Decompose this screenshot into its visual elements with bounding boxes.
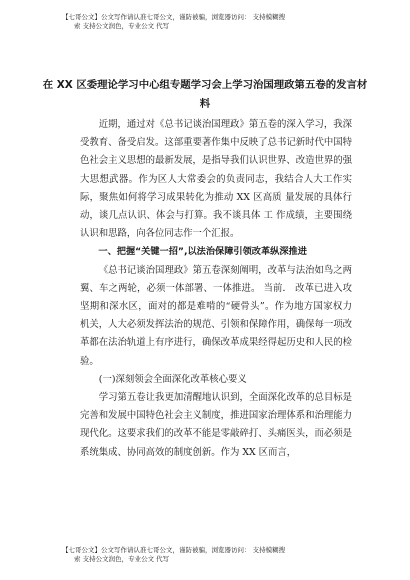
page-header-watermark <box>62 13 390 31</box>
document-body <box>80 116 352 462</box>
paragraph-section-1: 《总书记谈治国理政》第五卷深刻阐明，改革与法治如鸟之两翼、车之两轮，必须一体部署、一体推进。 当前． 改革已进入攻坚期和深水区，面对的都是难啃的“硬骨头”。作为地方国家权力机关，人大必须发挥法治的规范、引领和保障作用，确保每一项改革都在法治轨道上有序进行，确保改革成果经得起历史和人民的检验。 <box>80 264 352 367</box>
paragraph-subsection-1: 学习第五卷让我更加清醒地认识到，全面深化改革的总目标是完善和发展中国特色社会主义制度，推进国家治理体系和治理能力现代化。这要求我们的改革不能是零敲碎打、头痛医头，而必须是系统集成、协同高效的制度创新。作为 XX 区而言， <box>80 392 352 458</box>
footer-line-1: 【七哥公文】公文写作请认准七哥公文，谨防被骗，浏览器访问： 支持模糊搜 <box>62 546 286 554</box>
footer-line-2: 索 支持公文润色，专业公文 代写 <box>74 555 170 563</box>
document-title: 在 XX 区委理论学习中心组专题学习会上学习治国理政第五卷的发言材料 <box>42 79 368 110</box>
header-line-2: 索 支持公文润色，专业公文 代写 <box>74 22 170 30</box>
page-footer-watermark <box>62 546 390 564</box>
header-line-1: 【七哥公文】公文写作请认准七哥公文，谨防被骗，浏览器访问： 支持模糊搜 <box>62 13 286 21</box>
paragraph-intro: 近期，通过对《总书记谈治国理政》第五卷的深入学习，我深受教育、备受启发。这部重要著作集中反映了总书记新时代中国特色社会主义思想的最新发展，是指导我们认识世界、改造世界的强大思想武器。作为区人大常委会的负责同志，我结合人大工作实际，聚焦如何将学习成果转化为推动 XX 区高质 量发展的具体行动，谈几点认识、体会与打算。我不谈具体 工 作成绩，主要围绕认识和思路，向各位同志作一个汇报。 <box>80 119 352 240</box>
subsection-heading-1: (一)深刻领会全面深化改革核心要义 <box>98 373 247 385</box>
section-heading-1: 一、把握“关键一招”,以法治保障引领改革纵深推进 <box>98 246 307 258</box>
